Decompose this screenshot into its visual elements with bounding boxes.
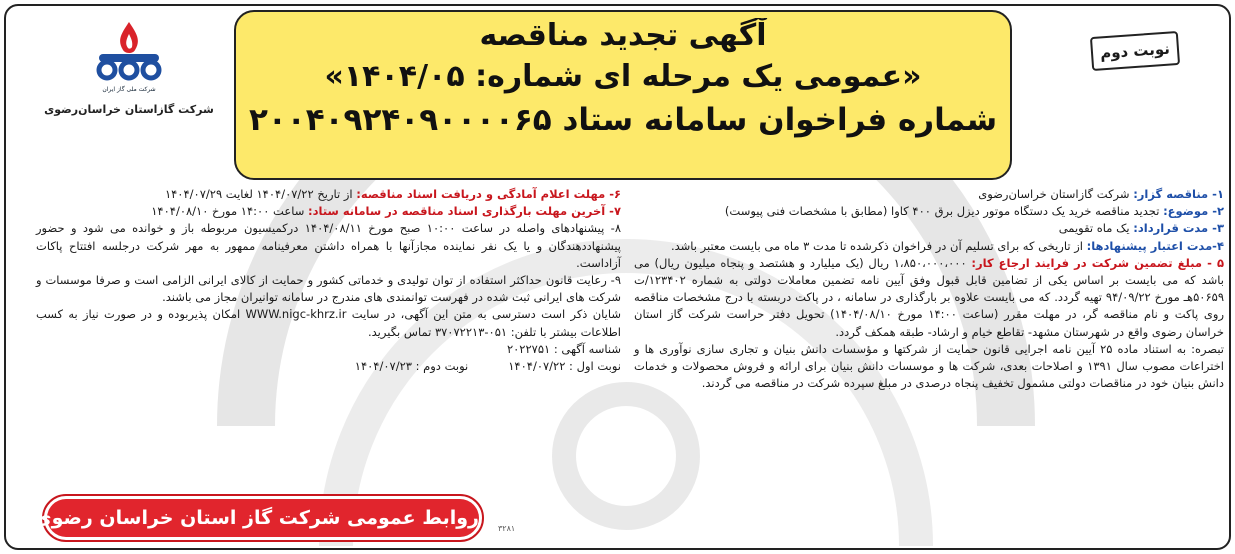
item-domestic-rule: ۹- رعایت قانون حداکثر استفاده از توان تولیدی و خدماتی کشور و حمایت از کالای ایرانی الزامی است و صرفا موسسات و شرکت های ایرانی ثبت شده در فهرست توانمندی های مندرج در سامانه توانیران مجاز می باشند. (36, 273, 621, 305)
item-upload-deadline: ۷- آخرین مهلت بارگذاری اسناد مناقصه در سامانه ستاد: ساعت ۱۴:۰۰ مورخ ۱۴۰۴/۰۸/۱۰ (151, 204, 621, 219)
notice-title: آگهی تجدید مناقصه (479, 18, 767, 53)
publication-round-badge: نوبت دوم (1090, 31, 1180, 71)
logo-caption: شرکت ملی گاز ایران (102, 86, 156, 93)
notice-title-box (234, 10, 1012, 180)
item-guarantee: ۵ - مبلغ تضمین شرکت در فرایند ارجاع کار: ۱،۸۵۰،۰۰۰،۰۰۰ ریال (یک میلیارد و هشتصد و پنجاه میلیون ریال) می باشد که می بایست بر اساس یکی از تضامین قابل قبول وفق آیین نامه تضمین معاملات دولتی به شماره ۱۲۳۴۰۲/ت ۵۰۶۵۹هـ مورخ ۹۴/۰۹/۲۲ تهیه گردد. که می بایست علاوه بر بارگذاری در سامانه ، در پاکت دربسته با درج مشخصات مناقصه روی پاکت و نام مناقصه گر، در مهلت مقرر (ساعت ۱۴:۰۰ مورخ ۱۴۰۴/۰۸/۱۰) تحویل دفتر حراست شرکت گاز استان خراسان رضوی واقع در شهرستان مشهد- تقاطع خیام و ارشاد- طبقه همکف گردد. (634, 255, 1224, 339)
item-note: تبصره: به استناد ماده ۲۵ آیین نامه اجرایی قانون حمایت از شرکتها و مؤسسات دانش بنیان و تجاری سازی نوآوری ها و اختراعات مصوب سال ۱۳۹۱ و اصلاحات بعدی، شرکت ها و موسسات دانش بنیان برای ارائه و فروش محصولات و خدمات دانش بنیان خود در مناقصات دولتی مشمول تخفیف پنجاه درصدی در مبلغ سپرده شرکت در مناقصه می گردند. (634, 341, 1225, 391)
tender-number: «عمومی یک مرحله ای شماره: ۱۴۰۴/۰۵» (324, 59, 922, 94)
company-name: شرکت گازاستان خراسان‌رضوی (44, 103, 214, 116)
website-link[interactable]: WWW.nigc-khrz.ir (245, 307, 347, 322)
setad-call-number: شماره فراخوان سامانه ستاد ۲۰۰۴۰۹۲۴۰۹۰۰۰۰۶۵ (248, 102, 998, 138)
item-document-period: ۶- مهلت اعلام آمادگی و دریافت اسناد مناقصه: از تاریخ ۱۴۰۴/۰۷/۲۲ لغایت ۱۴۰۴/۰۷/۲۹ (164, 187, 621, 201)
notice-frame (4, 4, 1231, 550)
second-publication: نوبت دوم : ۱۴۰۴/۰۷/۲۳ (354, 359, 469, 374)
item-contact: شایان ذکر است دسترسی به متن این آگهی، در سایت WWW.nigc-khrz.ir امکان پذیربوده و در صورت نیاز به کسب اطلاعات بیشتر با تلفن: ۰۵۱-۳۷۰۷۲۲۱۳ تماس بگیرید. (36, 307, 621, 339)
first-publication: نوبت اول : ۱۴۰۴/۰۷/۲۲ (508, 359, 621, 374)
item-subject: ۲- موضوع: تجدید مناقصه خرید یک دستگاه موتور دیزل برق ۴۰۰ کاوا (مطابق با مشخصات فنی پیوست) (724, 204, 1224, 219)
item-opening: ۸- پیشنهادهای واصله در ساعت ۱۰:۰۰ صبح مورخ ۱۴۰۴/۰۸/۱۱ درکمیسیون مربوطه باز و خوانده می شود و حضور پیشنهاددهندگان و یا یک نفر نماینده مجازآنها با همراه داشتن معرفینامه ممهور به مهر شرکت درجلسه افتتاح پاکات آزاداست. (36, 221, 622, 270)
company-logo-block (44, 20, 214, 140)
public-relations-banner: روابط عمومی شرکت گاز استان خراسان رضوی (47, 499, 479, 537)
left-column (36, 186, 621, 375)
item-validity: ۴-مدت اعتبار پیشنهادها: از تاریخی که برای تسلیم آن در فراخوان ذکرشده تا مدت ۳ ماه می بایست معتبر باشد. (670, 238, 1224, 253)
ad-code: ۳۲۸۱ (498, 524, 516, 533)
right-column (634, 186, 1224, 392)
publication-dates (36, 358, 621, 375)
ad-id: شناسه آگهی : ۲۰۲۲۷۵۱ (506, 341, 621, 356)
footer-banner-frame (34, 494, 484, 542)
nigc-flame-logo (93, 20, 165, 84)
item-tenderer: ۱- مناقصه گزار: شرکت گازاستان خراسان‌رضوی (978, 187, 1224, 201)
item-contract-duration: ۳- مدت قرارداد: یک ماه تقویمی (1058, 221, 1224, 236)
